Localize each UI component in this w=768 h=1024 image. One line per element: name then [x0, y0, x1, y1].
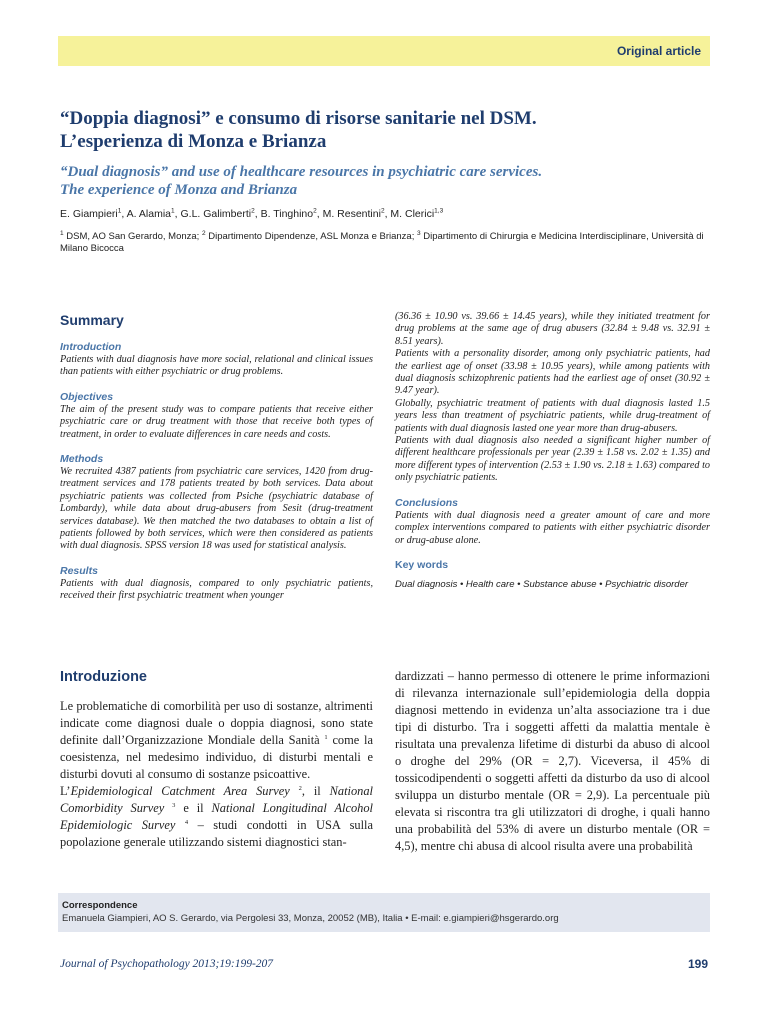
- methods-text: We recruited 4387 patients from psychiatric care services, 1420 from drug-treatment services and 178 patients treated by both services. Data about psychiatric patients was collected from Psiche (psychiatric database of Lombardy), while data about drug-abusers from Sesit (drug-treatment services database). We then matched the two databases to obtain a list of patients followed by both services, which were then considered as patients with dual diagnosis. SPSS version 18 was used for statistical analysis.: [60, 466, 373, 552]
- subtitle-line-1: “Dual diagnosis” and use of healthcare resources in psychiatric care services.: [60, 164, 543, 180]
- journal-citation: Journal of Psychopathology 2013;19:199-207: [60, 958, 274, 970]
- correspondence-box: [58, 893, 710, 932]
- conclusions-text: Patients with dual diagnosis need a greater amount of care and more complex interventions compared to patients with either psychiatric disorder or drug-abuse alone.: [395, 509, 710, 546]
- body-paragraph-3: dardizzati – hanno permesso di ottenere le prime informazioni di rilevanza internazionale sull’epidemiologia della doppia diagnosi mettendo in evidenza un’alta associazione tra i due tipi di disturbo. Tra i soggetti affetti da malattia mentale è risultata una prevalenza lifetime di disturbi da abuso di alcool o droghe del 29% (OR = 2,7). Viceversa, il 45% di tossicodipendenti o soggetti affetti da disturbo da uso di alcool sviluppa un disturbo mentale (OR = 2,9). La percentuale più elevata si riscontra tra gli utilizzatori di droghe, i quali hanno una probabilità del 53% di avere un disturbo mentale (OR = 4,5), mentre chi abusa di alcool risulta avere una probabilità: [395, 669, 710, 853]
- methods-subheading: Methods: [60, 453, 104, 466]
- affiliation: DSM, AO San Gerardo, Monza;: [66, 231, 200, 242]
- author-sup: 2: [380, 207, 385, 215]
- summary-heading: Summary: [60, 312, 124, 328]
- author: M. Clerici: [390, 208, 435, 220]
- introduzione-heading: Introduzione: [60, 669, 147, 685]
- reference-sup: 3: [172, 801, 176, 809]
- objectives-subheading: Objectives: [60, 390, 114, 403]
- results-text-2: (36.36 ± 10.90 vs. 39.66 ± 14.45 years), while they initiated treatment for drug problems at the same age of drug abusers (32.84 ± 9.48 vs. 32.91 ± 8.51 years).: [395, 311, 710, 347]
- summary-left-column: [60, 311, 373, 603]
- body-left-column: [60, 668, 373, 851]
- author-sup: 1: [171, 207, 175, 215]
- body-paragraph-1: [60, 698, 373, 783]
- author-list: E. Giampieri$^1$, A. Alamia$^1$, G.L. Galimberti$^2$, B. Tinghino$^2$, M. Resentini$^2$, M. Clerici$^{1,3}$: [60, 207, 444, 220]
- introduction-subheading: Introduction: [60, 341, 122, 353]
- author-sup: 2: [313, 207, 317, 215]
- results-text-1: Patients with dual diagnosis, compared to only psychiatric patients, received their first psychiatric treatment when younger: [60, 577, 373, 602]
- author: G.L. Galimberti: [180, 208, 252, 220]
- author-sup: 2: [251, 207, 255, 215]
- correspondence-text: Emanuela Giampieri, AO S. Gerardo, via Pergolesi 33, Monza, 20052 (MB), Italia • E-mail: e.giampieri@hsgerardo.org: [62, 913, 559, 924]
- article-type-bar: [58, 36, 710, 66]
- conclusions-subheading: Conclusions: [395, 496, 459, 509]
- results-subheading: Results: [60, 564, 98, 577]
- introduction-text: Patients with dual diagnosis have more social, relational and clinical issues than patients with either psychiatric or drug problems.: [60, 354, 373, 378]
- p1-text-b: come la coesistenza, nel medesimo individuo, di disturbi mentali e disturbi dovuti al consumo di sostanze psicoattive.: [60, 733, 373, 781]
- body-paragraph-2: [60, 783, 373, 851]
- p2-text-d: – studi condotti in USA sulla popolazione generale utilizzando sistemi diagnostici stan-: [60, 818, 373, 849]
- author: A. Alamia: [126, 208, 172, 220]
- article-subtitle: [60, 163, 700, 199]
- author-sup: 1,3: [434, 207, 444, 215]
- reference-sup: 4: [184, 818, 189, 826]
- author: B. Tinghino: [260, 208, 314, 220]
- reference-sup: 1: [324, 733, 328, 741]
- p2-text-b: , il: [301, 784, 321, 798]
- summary-right-column: [395, 311, 710, 590]
- author: M. Resentini: [322, 208, 381, 220]
- keywords-heading: Key words: [395, 558, 449, 571]
- results-text-4: Globally, psychiatric treatment of patients with dual diagnosis lasted 1.5 years less than treatment of psychiatric patients, while drug-treatment of patients with dual diagnosis lasted one year more than drug-abusers.: [395, 397, 710, 434]
- reference-sup: 2: [298, 784, 302, 792]
- p2-text-a: L’: [60, 784, 71, 798]
- p1-text-a: Le problematiche di comorbilità per uso di sostanze, altrimenti indicate come diagnosi duale o doppia diagnosi, sono state definite dall’Organizzazione Mondiale della Sanità: [60, 699, 373, 747]
- p2-italic-3: National Longitudinal Alcohol Epidemiologic Survey: [60, 801, 374, 832]
- affiliation: Dipartimento di Chirurgia e Medicina Interdisciplinare, Università di Milano Bicocca: [60, 231, 704, 254]
- results-text-3: Patients with a personality disorder, among only psychiatric patients, had the earliest age of onset (33.98 ± 10.95 years), while among patients with dual diagnosis schizophrenic patients had the earliest age of onset (30.92 ± 9.47 year).: [395, 348, 710, 397]
- p2-italic-1: Epidemiological Catchment Area Survey: [70, 784, 290, 798]
- keywords-text: Dual diagnosis • Health care • Substance abuse • Psychiatric disorder: [395, 578, 689, 590]
- p2-italic-2: National Comorbidity Survey: [60, 784, 373, 815]
- article-title: [60, 107, 700, 153]
- affiliation: Dipartimento Dipendenze, ASL Monza e Brianza;: [208, 231, 415, 242]
- article-type-label: Original article: [616, 44, 701, 58]
- title-line-2: L’esperienza di Monza e Brianza: [60, 131, 327, 152]
- author: E. Giampieri: [60, 208, 118, 220]
- author-sup: 1: [117, 207, 122, 215]
- correspondence-heading: Correspondence: [62, 900, 138, 911]
- title-line-1: “Doppia diagnosi” e consumo di risorse sanitarie nel DSM.: [60, 108, 537, 129]
- results-text-5: Patients with dual diagnosis also needed a significant higher number of different healthcare professionals per year (2.39 ± 1.58 vs. 2.02 ± 1.35) and more different types of intervention (2.53 ± 1.90 vs. 2.18 ± 1.63) compared to only psychiatric patients.: [395, 435, 710, 484]
- body-right-column: [395, 668, 710, 855]
- affil-sup: 3: [417, 229, 421, 237]
- p2-text-c: e il: [183, 801, 204, 815]
- affil-sup: 1: [60, 229, 64, 237]
- subtitle-line-2: The experience of Monza and Brianza: [60, 182, 298, 198]
- affiliations: [60, 231, 710, 255]
- affil-sup: 2: [201, 229, 206, 237]
- objectives-text: The aim of the present study was to compare patients that receive either psychiatric care or drug treatment with those that receive both types of treatment, in order to evaluate differences in care needs and costs.: [60, 403, 373, 440]
- page-number: 199: [687, 957, 708, 971]
